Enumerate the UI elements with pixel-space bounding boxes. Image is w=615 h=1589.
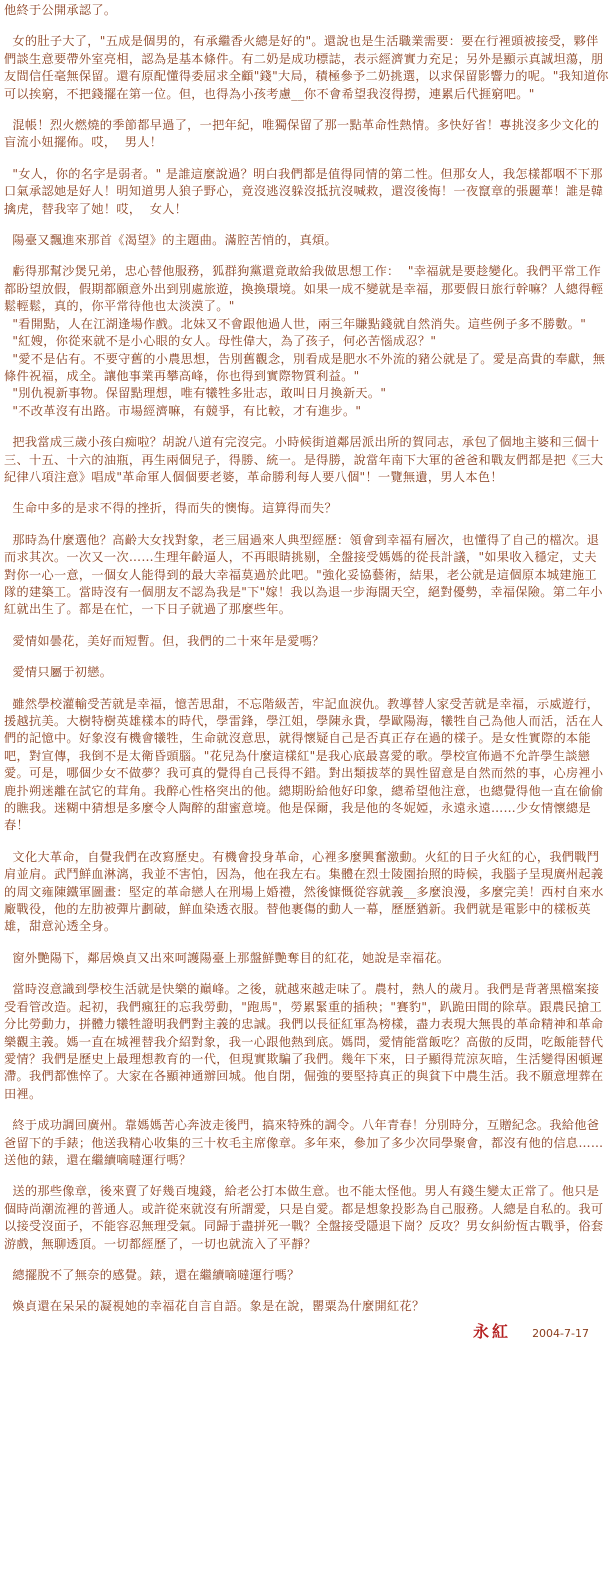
paragraph-6: 虧得那幫沙煲兄弟，忠心替他服務，狐群狗黨還竟敢給我做思想工作： "幸福就是要趁變化。我們平常工作都盼望放假，假期都願意外出到別處旅遊，換換環境。如果一成不變就是幸福，那要假日旅行幹嘛？人總得輕鬆輕鬆，真的，你平常待他也太淡漠了。" "看開點，人在江湖逢場作戲。北妹又不會跟他過人世，兩三年賺點錢就自然消失。這些例子多不勝數。" "紅嫂，你從來就不是小心眼的女人。母性偉大，為了孩子，何必苦惱成忍？" "愛不是佔有。不要守舊的小農思想，告別舊觀念，別看成是肥水不外流的豬公就是了。愛是高貴的奉獻，無條件祝福，成全。讓他事業再攀高峰，你也得到實際物質利益。" "別仇視新事物。保留點理想，唯有犧牲多壯志，敢叫日月換新天。" "不改革沒有出路。市場經濟嘛，有競爭，有比較，才有進步。" — [4, 264, 606, 418]
paragraph-9: 那時為什麼選他？高齡大女找對象，老三屆過來人典型經歷：領會到幸福有層次，也懂得了自己的檔次。退而求其次。一次又一次……生理年齡逼人，不再眼睛挑剔，全盤接受媽媽的從長計議，"如果收入穩定，丈夫對你一心一意，一個女人能得到的最大幸福莫過於此吧。"強化妥協藝術，結果，老公就是這個原本城建施工隊的建築工。當時沒有一個朋友不認為我是"下"嫁！我以為退一步海闊天空，絕對優勢，幸福保險。第二年小紅就出生了。都是在忙，一下日子就過了那麼些年。 — [4, 532, 603, 617]
paragraph-7: 把我當成三歲小孩白痴啦？胡說八道有完沒完。小時候街道鄰居派出所的賀同志，承包了個地主婆和三個十三、十五、十六的油瓶，再生兩個兒子，得勝、統一。是得勝，說當年南下大軍的爸爸和戰友們都是把《三大紀律八項注意》唱成"革命軍人個個要老婆，革命勝利每人要八個"！一覽無遺，男人本色！ — [4, 435, 604, 484]
signature-line — [4, 1322, 609, 1344]
paragraph-12: 雖然學校灌輸受苦就是幸福，憶苦思甜，不忘階級苦，牢記血淚仇。教導替人家受苦就是幸福，示威遊行，援越抗美。大樹特樹英雄樣本的時代，學雷鋒，學江姐，學陳永貴，學歐陽海，犧牲自己為他人而活，活在人們的記憶中。好象沒有機會犧牲，生命就沒意思，就得懷疑自己是否真正存在過的樣子。是女性實際的本能吧，對宣傳，我倒不是太衛昏頭腦。"花兒為什麼這樣紅"是我心底最喜愛的歌。學校宣佈過不允許學生談戀愛。可是，哪個少女不做夢？我可真的覺得自己長得不錯。對出類拔萃的異性留意是自然而然的事，心房裡小鹿扑朔迷離在試它的茸角。我醉心性格突出的他。總期盼給他好印象，總希望他注意，也總覺得他一直在偷偷的瞧我。迷糊中猜想是多麼令人陶醉的甜蜜意境。他是保爾，我是他的冬妮婭，永遠永遠……少女情懷總是春！ — [4, 696, 604, 833]
author-signature: 永紅 — [472, 1321, 511, 1341]
paragraph-3: 混帳！烈火燃燒的季節都早過了，一把年紀，唯獨保留了那一點革命性熱情。多快好省！專挑沒多少文化的盲流小妞擺佈。哎， 男人！ — [4, 118, 600, 150]
paragraph-15: 當時沒意識到學校生活就是快樂的巔峰。之後，就越來越走味了。農村，熱人的歲月。我們是背著黑檔案接受看管改造。起初，我們瘋狂的忘我勞動，"跑馬"，勞累緊重的插秧；"賽豹"，趴跪田間的除草。跟農民搶工分比勞動力，拼體力犧牲證明我們對主義的忠誠。我們以長征紅軍為榜樣，盡力表現大無畏的革命精神和革命樂觀主義。媽一直在城裡替我介紹對象，我一心跟他熱到底。媽問，愛情能當飯吃？高傲的反問，吃飯能替代愛情？我們是歷史上最理想教育的一代，但現實欺騙了我們。幾年下來，日子顯得荒涼灰暗，生活變得困頓遲滯。我們都憔悴了。大家在各顯神通辦回城。他自閉，倔強的要堅持真正的與貧下中農生活。我不願意埋葬在田裡。 — [4, 982, 604, 1101]
paragraph-13: 文化大革命，自覺我們在改寫歷史。有機會投身革命，心裡多麼興奮激動。火紅的日子火紅的心，我們戰鬥肩並肩。武鬥鮮血淋漓，我並不害怕，因為，他在我左右。集體在烈士陵園抬照的時候，我腦子呈現廣州起義的周文雍陳鐵軍圖畫：堅定的革命戀人在刑場上婚禮，然後慷慨從容就義__多麼浪漫，多麼完美！西村自來水廠戰役，他的左肋被彈片劃破，鮮血染透衣服。替他裹傷的動人一幕，歷歷猶新。我們就是電影中的樣板英雄，甜意沁透全身。 — [4, 849, 604, 934]
paragraph-10: 愛情如曇花，美好而短暫。但，我們的二十來年是愛嗎？ — [4, 633, 325, 648]
paragraph-16: 終于成功調回廣州。靠媽媽苦心奔波走後門，搞來特殊的調令。八年青春！分別時分，互贈紀念。我給他爸爸留下的手錶；他送我精心收集的三十枚毛主席像章。多年來，參加了多少次同學聚會，都沒有他的信息……送他的錶，還在繼續嘀噠運行嗎？ — [4, 1118, 604, 1167]
paragraph-14: 窗外艷陽下，鄰居煥貞又出來呵護陽臺上那盤鮮艷奪目的紅花，她說是幸福花。 — [4, 950, 450, 965]
paragraph-18: 總擺脫不了無奈的感覺。錶，還在繼續嘀噠運行嗎？ — [4, 1267, 300, 1282]
paragraph-4: "女人，你的名字是弱者。" 是誰這麼說過？明白我們都是值得同情的第二性。但那女人，我怎樣都咽不下那口氣承認她是好人！明知道男人狼子野心，竟沒逃沒躲沒抵抗沒喊救，還沒後悔！一夜竄章的張麗華！誰是韓擒虎，替我宰了她！哎， 女人！ — [4, 166, 604, 216]
paragraph-17: 送的那些像章，後來賣了好幾百塊錢，給老公打本做生意。也不能太怪他。男人有錢生變太正常了。他只是個時尚潮流裡的普通人。或許從來就沒有所謂愛，只是自愛。都是想象投影為自己服務。人總是自私的。我可以接受沒面子，不能容忍無理受氣。同歸于盡拼死一戰？全盤接受隱退下崗？反攻？男女糾紛恆古戰爭，俗套游戲，無聊透頂。一切都經歷了，一切也就流入了平靜？ — [4, 1184, 604, 1251]
paragraph-2: 女的肚子大了，"五成是個男的，有承繼香火總是好的"。還說也是生活職業需要：要在行裡頭被接受，夥伴們談生意要帶外室亮相，認為是基本條件。有二奶是成功標誌，表示經濟實力充足；另外是顯示真誠坦蕩，朋友間信任毫無保留。還有原配懂得委屈求全顧"錢"大局，積極參予二奶挑選，以求保留影響力的呢。"我知道你可以挨窮，不把錢擺在第一位。但，也得為小孩考慮__你不會希望我沒得撈，連累后代捱窮吧。" — [4, 34, 609, 101]
paragraph-1: 他終于公開承認了。 — [4, 3, 117, 17]
paragraph-8: 生命中多的是求不得的挫折，得而失的懊悔。這算得而失？ — [4, 501, 338, 516]
publish-date: 2004-7-17 — [532, 1326, 589, 1340]
paragraph-19: 煥貞還在呆呆的凝視她的幸福花自言自語。象是在說，罌粟為什麼開紅花？ — [4, 1299, 425, 1314]
paragraph-5: 陽臺又飄進來那首《渴望》的主題曲。滿腔苦悄的，真煩。 — [4, 233, 338, 248]
paragraph-11: 愛情只屬于初戀。 — [4, 665, 113, 680]
